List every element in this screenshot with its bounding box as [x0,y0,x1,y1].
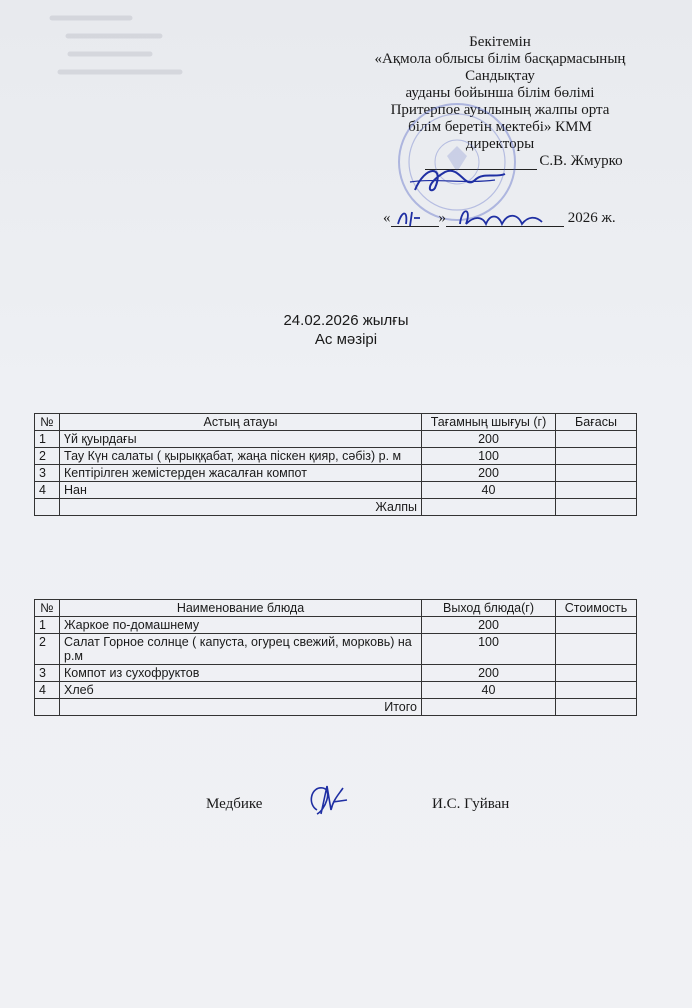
dish-price [556,482,637,499]
menu-table-russian [34,599,637,716]
col-number: № [35,414,60,431]
nurse-name: И.С. Гуйван [432,796,510,812]
open-quote: « [383,210,391,226]
table-total-row [35,699,637,716]
approval-line: білім беретін мектебі» КММ [408,119,592,135]
table-header-row [35,600,637,617]
dish-name: Тау Күн салаты ( қырыққабат, жаңа піскен қияр, сәбіз) р. м [60,448,422,465]
table-row [35,634,637,665]
dish-yield: 40 [422,682,556,699]
dish-name: Хлеб [60,682,422,699]
approval-heading: Бекітемін [469,34,531,50]
dish-name: Нан [60,482,422,499]
dish-price [556,448,637,465]
table-row [35,431,637,448]
dish-name: Үй қуырдағы [60,431,422,448]
dish-yield: 40 [422,482,556,499]
row-number: 2 [35,634,60,665]
dish-name: Жаркое по-домашнему [60,617,422,634]
table-row [35,617,637,634]
row-number: 2 [35,448,60,465]
menu-title: Ас мәзірі [314,331,378,348]
dish-yield: 100 [422,634,556,665]
dish-yield: 200 [422,431,556,448]
handwritten-date [390,200,560,234]
year-text: 2026 ж. [567,210,616,226]
nurse-signature [303,780,349,822]
dish-name: Кептірілген жемістерден жасалған компот [60,465,422,482]
row-number: 3 [35,465,60,482]
col-price: Стоимость [556,600,637,617]
dish-name: Компот из сухофруктов [60,665,422,682]
approval-line: ауданы бойынша білім бөлімі [405,85,595,101]
row-number: 3 [35,665,60,682]
bleed-through-lines [40,8,190,88]
dish-yield: 100 [422,448,556,465]
dish-price [556,634,637,665]
total-empty [35,499,60,516]
approval-line: директоры [465,136,535,152]
col-dish-name: Астың атауы [60,414,422,431]
menu-table-kazakh [34,413,637,516]
dish-yield: 200 [422,465,556,482]
col-number: № [35,600,60,617]
table-row [35,665,637,682]
row-number: 1 [35,431,60,448]
total-empty [35,699,60,716]
table-row [35,465,637,482]
col-yield: Тағамның шығуы (г) [422,414,556,431]
nurse-role: Медбике [206,796,263,812]
approval-line: «Ақмола облысы білім басқармасының [374,51,626,67]
menu-date: 24.02.2026 жылғы [283,312,409,329]
total-price [556,499,637,516]
dish-yield: 200 [422,617,556,634]
dish-price [556,665,637,682]
row-number: 4 [35,482,60,499]
total-label: Итого [60,699,422,716]
dish-price [556,617,637,634]
dish-price [556,431,637,448]
director-name: С.В. Жмурко [539,153,623,169]
table-row [35,482,637,499]
col-dish-name: Наименование блюда [60,600,422,617]
approval-line: Сандықтау [465,68,535,84]
close-quote: » [438,210,446,226]
dish-name: Салат Горное солнце ( капуста, огурец свежий, морковь) на р.м [60,634,422,665]
dish-yield: 200 [422,665,556,682]
approval-line: Притерпое ауылының жалпы орта [390,102,610,118]
total-price [556,699,637,716]
table-row [35,448,637,465]
row-number: 4 [35,682,60,699]
table-total-row [35,499,637,516]
dish-price [556,682,637,699]
col-yield: Выход блюда(г) [422,600,556,617]
dish-price [556,465,637,482]
col-price: Бағасы [556,414,637,431]
bleed-through-text [40,8,190,88]
total-yield [422,499,556,516]
total-label: Жалпы [60,499,422,516]
table-row [35,682,637,699]
director-signature [405,160,515,200]
row-number: 1 [35,617,60,634]
total-yield [422,699,556,716]
table-header-row [35,414,637,431]
